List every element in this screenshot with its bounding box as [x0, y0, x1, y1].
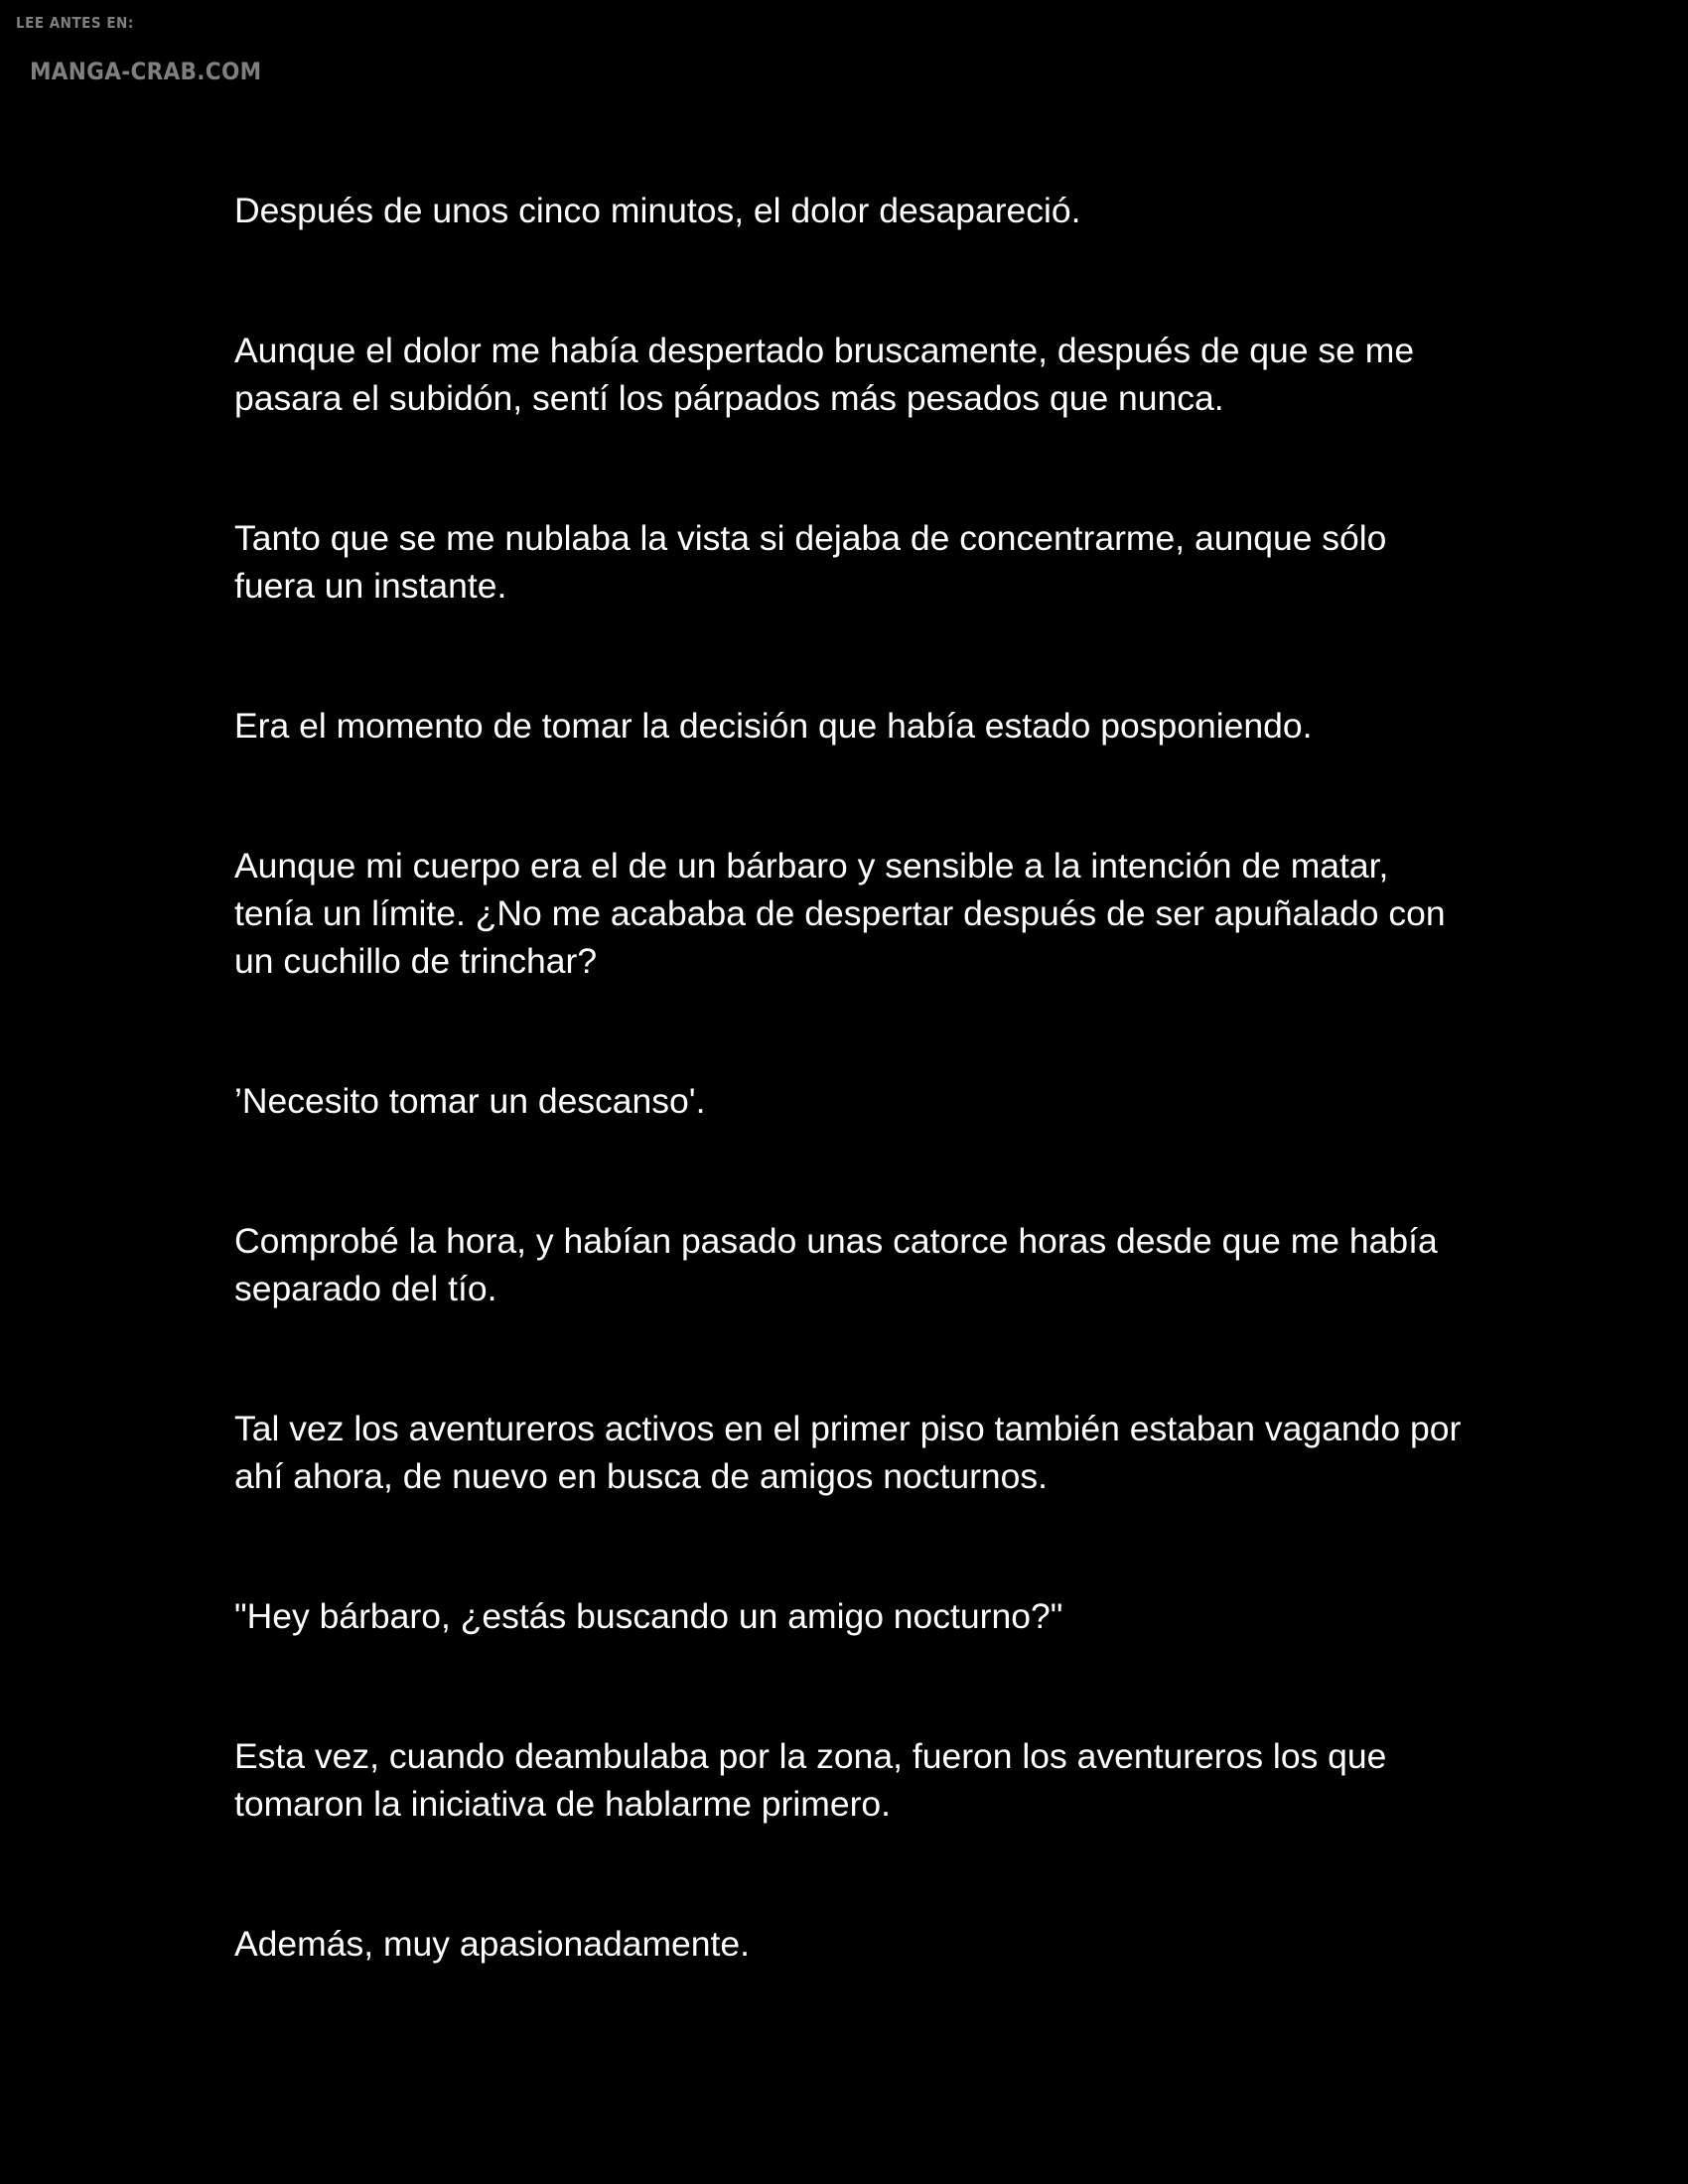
paragraph: Después de unos cinco minutos, el dolor desapareció. [234, 191, 1081, 230]
paragraph: Aunque mi cuerpo era el de un bárbaro y sensible a la intención de matar, tenía un límite. ¿No me acababa de despertar después de ser apuñalado con un cuchillo de trinchar? [234, 846, 1446, 981]
watermark-read-first-label: LEE ANTES EN: [16, 14, 134, 32]
paragraph: Además, muy apasionadamente. [234, 1924, 750, 1964]
paragraph: ’Necesito tomar un descanso'. [234, 1081, 706, 1121]
paragraph: Esta vez, cuando deambulaba por la zona, fueron los aventureros los que tomaron la iniciativa de hablarme primero. [234, 1736, 1387, 1824]
paragraph: Tal vez los aventureros activos en el primer piso también estaban vagando por ahí ahora, de nuevo en busca de amigos nocturnos. [234, 1409, 1462, 1496]
paragraph: Aunque el dolor me había despertado bruscamente, después de que se me pasara el subidón, sentí los párpados más pesados que nunca. [234, 331, 1415, 418]
watermark-site-name: MANGA-CRAB.COM [30, 58, 262, 85]
paragraph: Comprobé la hora, y habían pasado unas catorce horas desde que me había separado del tío. [234, 1221, 1438, 1308]
paragraph: "Hey bárbaro, ¿estás buscando un amigo nocturno?" [234, 1596, 1063, 1636]
paragraph: Era el momento de tomar la decisión que había estado posponiendo. [234, 706, 1313, 746]
paragraph: Tanto que se me nublaba la vista si dejaba de concentrarme, aunque sólo fuera un instante. [234, 518, 1387, 606]
story-text [234, 187, 1466, 2060]
